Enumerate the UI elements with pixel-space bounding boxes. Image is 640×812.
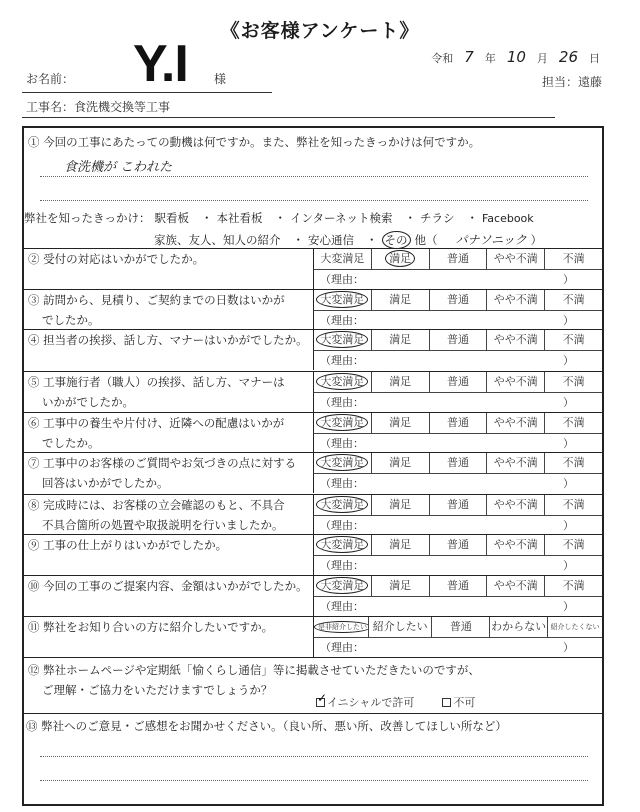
date-month[interactable]: 10 [506,48,526,66]
rating-question-row [24,249,602,290]
rating-option[interactable]: 普通 [430,535,488,555]
trigger-option-flyer[interactable]: チラシ [419,211,455,225]
rating-options [313,249,602,270]
work-name: 工事名：食洗機交換等工事 [26,100,171,114]
referral-option[interactable]: 紹介したくない [550,623,600,631]
rating-option[interactable]: 大変満足 [314,576,372,596]
date-month-unit: 月 [536,52,548,65]
rating-option[interactable]: 大変満足 [314,453,372,473]
question-11 [24,617,602,658]
rating-option[interactable]: やや不満 [487,535,545,555]
rating-option[interactable]: 大変満足 [314,249,372,269]
rating-option[interactable]: やや不満 [487,249,545,269]
survey-date [431,48,600,66]
consent-initials[interactable]: ✓イニシャルで許可 [316,694,414,710]
reason-field[interactable]: （理由： ） [313,393,602,412]
trigger-option-referral[interactable]: 家族、友人、知人の紹介 [154,233,281,247]
rating-options [313,413,602,434]
rating-option[interactable]: やや不満 [487,372,545,392]
rating-option[interactable]: 不満 [562,456,585,469]
question-1 [24,128,602,249]
rating-option[interactable]: 満足 [372,249,430,269]
referral-option[interactable]: 紹介したい [369,617,432,637]
question-text: ⑧ 完成時には、お客様の立会確認のもと、不具合 不具合箇所の処置や取扱説明を行いましたか。 [28,498,285,532]
rating-option[interactable]: 大変満足 [314,290,372,310]
rating-option[interactable]: 不満 [562,498,585,511]
trigger-option-internet[interactable]: インターネット検索 [290,211,393,225]
rating-option[interactable]: 満足 [372,495,430,515]
question-text: ② 受付の対応はいかがでしたか。 [28,252,205,266]
rating-option[interactable]: 大変満足 [314,330,372,350]
rating-option[interactable]: 満足 [372,330,430,350]
trigger-option-station-sign[interactable]: 駅看板 [154,211,189,225]
rating-option[interactable]: 満足 [372,372,430,392]
rating-option[interactable]: 不満 [562,375,585,388]
trigger-option-hq-sign[interactable]: 本社看板 [216,211,263,225]
trigger-option-newsletter[interactable]: 安心通信 [308,233,354,247]
rating-option[interactable]: 大変満足 [314,535,372,555]
reason-field[interactable]: （理由： ） [313,351,602,370]
question-text: ⑨ 工事の仕上がりはいかがでしたか。 [28,538,228,552]
rating-option[interactable]: やや不満 [487,453,545,473]
rating-option[interactable]: 普通 [430,453,488,473]
publication-consent [316,694,475,710]
question-text: ③ 訪問から、見積り、ご契約までの日数はいかが でしたか。 [28,293,285,327]
rating-option[interactable]: 普通 [430,372,488,392]
trigger-label: 弊社を知ったきっかけ： [24,211,151,225]
consent-deny[interactable]: 不可 [442,694,475,710]
checkbox-checked-icon[interactable] [316,698,325,707]
question-12-text: ⑫ 弊社ホームページや定期紙「愉くらし通信」等に掲載させていただきたいのですが、 ご理解・ご協力をいただけますでしょうか？ [28,663,480,697]
rating-option[interactable]: 不満 [562,252,585,265]
rating-question-row [24,290,602,330]
rating-option[interactable]: 満足 [372,576,430,596]
trigger-option-other[interactable]: その 他（ [382,233,442,247]
referral-option[interactable]: 普通 [432,617,490,637]
referral-option[interactable]: わからない [490,617,548,637]
reason-field[interactable]: （理由： ） [313,638,602,657]
question-text: ⑦ 工事中のお客様のご質問やお気づきの点に対する 回答はいかがでしたか。 [28,456,297,490]
trigger-options-line-1: 弊社を知ったきっかけ： 駅看板 ・ 本社看板 ・ インターネット検索 ・ チラシ ・ Facebook [24,211,534,225]
rating-option[interactable]: やや不満 [487,576,545,596]
answer-line [40,200,588,201]
referral-option[interactable]: 是非紹介したい [314,617,369,637]
rating-option[interactable]: 大変満足 [314,413,372,433]
comment-line[interactable] [40,780,588,781]
reason-field[interactable]: （理由： ） [313,516,602,535]
rating-options [313,535,602,556]
rating-option[interactable]: 不満 [562,579,585,592]
rating-question-row [24,576,602,617]
rating-options [313,453,602,474]
rating-question-row [24,372,602,413]
rating-option[interactable]: 不満 [562,538,585,551]
selected-circle: その [382,231,411,249]
name-suffix: 様 [214,72,227,86]
rating-option[interactable]: 普通 [430,495,488,515]
name-label: お名前： [26,72,75,86]
question-1-answer[interactable]: 食洗機が こわれた [64,160,173,175]
question-text: ④ 担当者の挨拶、話し方、マナーはいかがでしたか。 [28,333,308,347]
checkbox-empty-icon[interactable] [442,698,451,707]
question-text: ⑥ 工事中の養生や片付け、近隣への配慮はいかが でしたか。 [28,416,285,450]
rating-question-row [24,413,602,453]
staff-in-charge: 担当：遠藤 [541,75,602,89]
rating-option[interactable]: 普通 [430,249,488,269]
question-12 [24,658,602,714]
question-13-text: ⑬ 弊社へのご意見・ご感想をお聞かせください。（良い所、悪い所、改善してほしい所など） [26,719,507,733]
rating-question-row [24,495,602,535]
question-1-text: ① 今回の工事にあたっての動機は何ですか。また、弊社を知ったきっかけは何ですか。 [28,135,481,149]
rating-option[interactable]: 普通 [430,413,488,433]
rating-options [313,330,602,351]
rating-question-row [24,535,602,576]
name-underline [22,92,272,93]
rating-option[interactable]: 大変満足 [314,372,372,392]
rating-options [313,495,602,516]
rating-option[interactable]: やや不満 [487,290,545,310]
rating-option[interactable]: 普通 [430,330,488,350]
date-year-unit: 年 [484,52,496,65]
page-title: 《お客様アンケート》 [220,20,420,42]
work-name-underline [22,117,555,118]
comment-line[interactable] [40,756,588,757]
referral-options [313,617,602,638]
reason-field[interactable]: （理由： ） [313,270,602,289]
date-day[interactable]: 26 [558,48,578,66]
customer-name[interactable]: Y.I [133,35,188,93]
rating-question-row [24,453,602,495]
reason-field[interactable]: （理由： ） [313,597,602,616]
reason-field[interactable]: （理由： ） [313,474,602,493]
rating-option[interactable]: やや不満 [487,413,545,433]
reason-field[interactable]: （理由： ） [313,556,602,575]
date-year[interactable]: 7 [464,48,474,66]
date-era: 令和 [431,52,454,65]
rating-question-row [24,330,602,372]
trigger-other-value[interactable]: パナソニック [455,233,527,247]
trigger-options-line-2: 家族、友人、知人の紹介 ・ 安心通信 ・ その 他（ パナソニック ） [154,233,543,247]
rating-options [313,576,602,597]
reason-field[interactable]: （理由： ） [313,311,602,330]
rating-option[interactable]: やや不満 [487,495,545,515]
question-11-text: ⑪ 弊社をお知り合いの方に紹介したいですか。 [28,620,274,634]
rating-option[interactable]: 普通 [430,576,488,596]
rating-options [313,290,602,311]
rating-option[interactable]: 大変満足 [314,495,372,515]
rating-option[interactable]: 不満 [562,293,585,306]
rating-option[interactable]: 満足 [372,535,430,555]
rating-options [313,372,602,393]
reason-field[interactable]: （理由： ） [313,434,602,453]
survey-form [22,126,604,806]
trigger-option-facebook[interactable]: Facebook [481,212,534,225]
question-13 [24,714,602,804]
date-day-unit: 日 [589,52,600,65]
question-text: ⑩ 今回の工事のご提案内容、金額はいかがでしたか。 [28,579,308,593]
rating-option[interactable]: やや不満 [487,330,545,350]
rating-option[interactable]: 満足 [372,453,430,473]
answer-line [40,176,588,177]
rating-option[interactable]: 満足 [372,290,430,310]
question-text: ⑤ 工事施行者（職人）の挨拶、話し方、マナーは いかがでしたか。 [28,375,285,409]
rating-option[interactable]: 満足 [372,413,430,433]
rating-option[interactable]: 不満 [562,333,585,346]
rating-option[interactable]: 普通 [430,290,488,310]
rating-option[interactable]: 不満 [562,416,585,429]
